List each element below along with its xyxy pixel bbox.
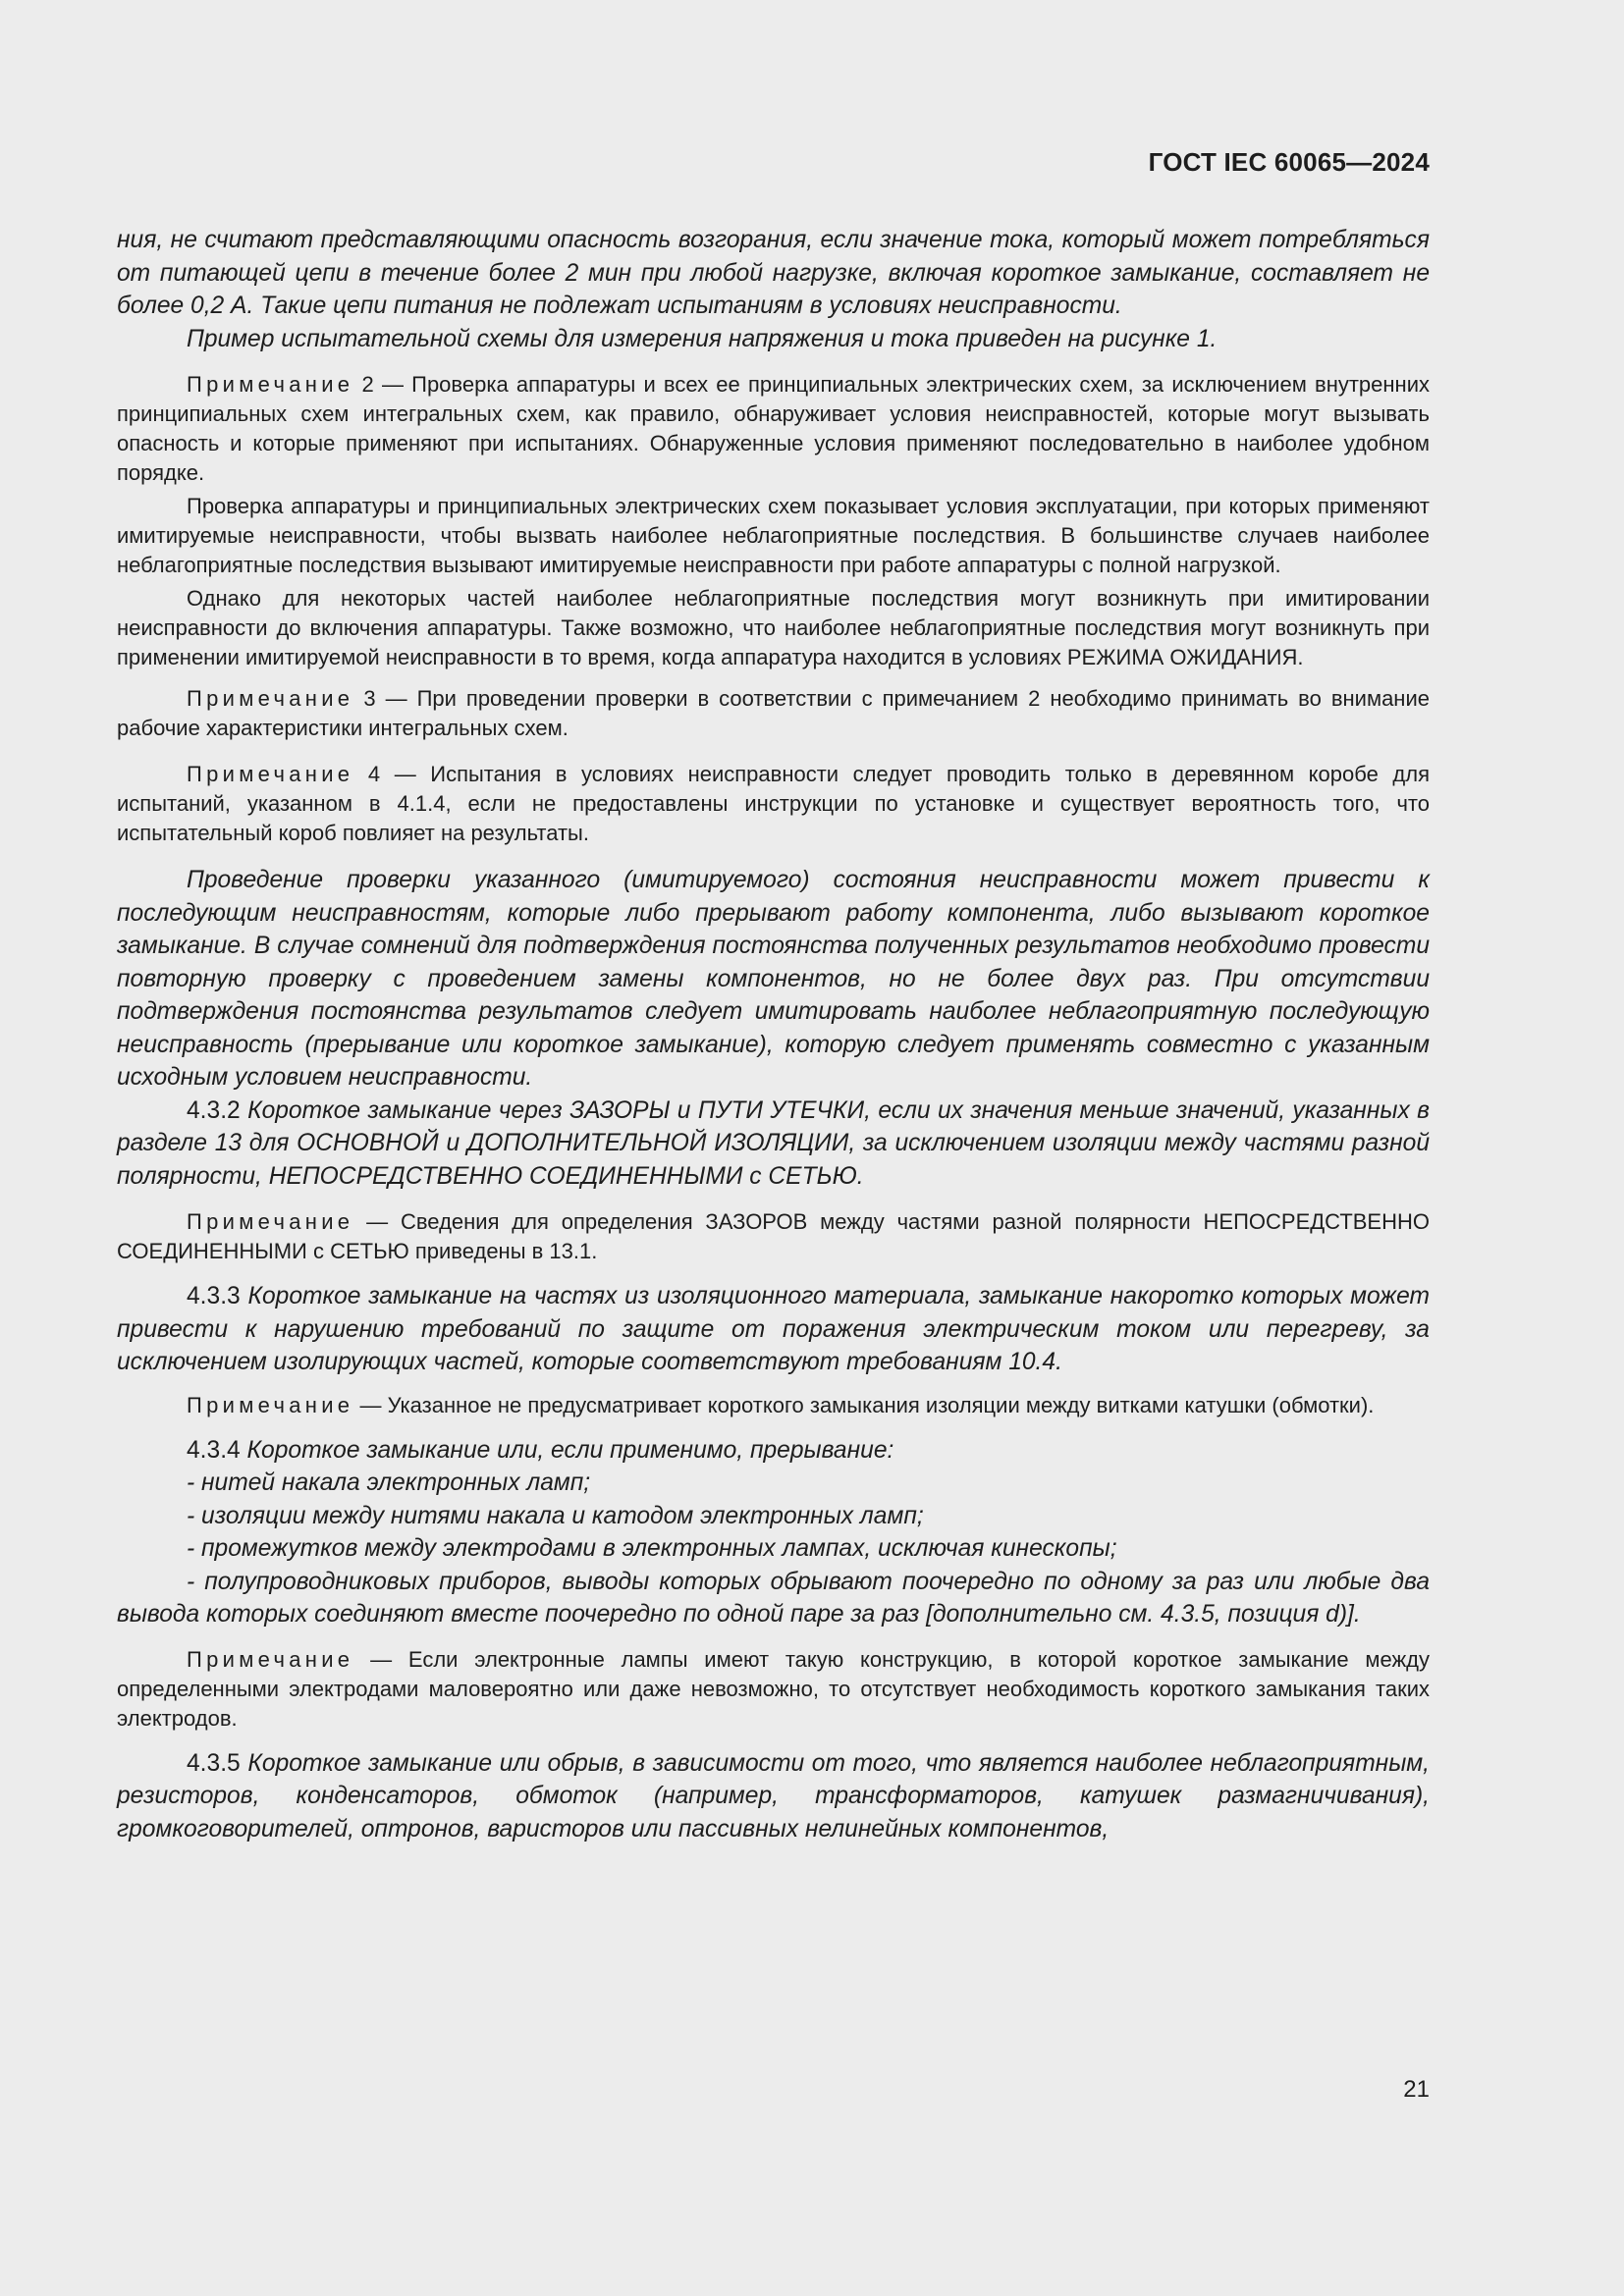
- note-text: — Если электронные лампы имеют такую конструкцию, в которой короткое замыкание между определенными электродами маловероятно или даже невозможно, то отсутствует необходимость короткого замыкания таких электродов.: [117, 1646, 1430, 1731]
- note-3: [117, 684, 1430, 743]
- note-2: [117, 370, 1430, 488]
- note-winding: [117, 1391, 1430, 1420]
- note-label: Примечание: [187, 1646, 354, 1672]
- section-text: Короткое замыкание или, если применимо, прерывание:: [240, 1436, 894, 1464]
- note-text: 2 — Проверка аппаратуры и всех ее принципиальных электрических схем, за исключением внутренних принципиальных схем интегральных схем, как правило, обнаруживает условия неисправностей, которые могут вызывать опасность и которые применяют при испытаниях. Обнаруженные условия применяют последовательно в наиболее удобном порядке.: [117, 372, 1430, 485]
- section-4-3-5: [117, 1747, 1430, 1846]
- list-item: - полупроводниковых приборов, выводы которых обрывают поочередно по одному за раз или любые два вывода которых соединяют вместе поочередно по одной паре за раз [дополнительно см. 4.3.5, позиция d)].: [117, 1568, 1430, 1628]
- note-text: — Сведения для определения ЗАЗОРОВ между частями разной полярности НЕПОСРЕДСТВЕННО СОЕДИНЕННЫМИ с СЕТЬЮ приведены в 13.1.: [117, 1209, 1430, 1263]
- page-number: 21: [1403, 2076, 1430, 2103]
- page-body: [117, 224, 1430, 1845]
- note-text: — Указанное не предусматривает короткого замыкания изоляции между витками катушки (обмотки).: [353, 1392, 1375, 1417]
- section-4-3-3: [117, 1280, 1430, 1379]
- note-4: [117, 760, 1430, 848]
- note-electron-tubes: [117, 1645, 1430, 1734]
- list-item: - нитей накала электронных ламп;: [187, 1469, 591, 1496]
- note-label: Примечание: [187, 1392, 354, 1417]
- section-text: Короткое замыкание через ЗАЗОРЫ и ПУТИ УТЕЧКИ, если их значения меньше значений, указанных в разделе 13 для ОСНОВНОЙ и ДОПОЛНИТЕЛЬНОЙ ИЗОЛЯЦИИ, за исключением изоляции между частями разной полярности, НЕПОСРЕДСТВЕННО СОЕДИНЕННЫМИ с СЕТЬЮ.: [117, 1096, 1430, 1190]
- section-text: Короткое замыкание или обрыв, в зависимости от того, что является наиболее неблагоприятным, резисторов, конденсаторов, обмоток (например, трансформаторов, катушек размагничивания), громкоговорителей, оптронов, варисторов или пассивных нелинейных компонентов,: [117, 1749, 1430, 1842]
- section-text: Короткое замыкание на частях из изоляционного материала, замыкание накоротко которых может привести к нарушению требований по защите от поражения электрическим током или перегреву, за исключением изолирующих частей, которые соответствуют требованиям 10.4.: [117, 1283, 1430, 1375]
- note-label: Примечание: [187, 762, 354, 786]
- note-text: 3 — При проведении проверки в соответствии с примечанием 2 необходимо принимать во внимание рабочие характеристики интегральных схем.: [117, 686, 1430, 740]
- paragraph-example: Пример испытательной схемы для измерения напряжения и тока приведен на рисунке 1.: [187, 325, 1218, 352]
- section-number: 4.3.3: [187, 1283, 241, 1309]
- list-item: - изоляции между нитями накала и катодом электронных ламп;: [187, 1502, 924, 1529]
- standard-header: ГОСТ IEC 60065—2024: [1148, 147, 1430, 177]
- section-4-3-4: [117, 1434, 1430, 1468]
- paragraph-continuation: ния, не считают представляющими опасность возгорания, если значение тока, который может потребляться от питающей цепи в течение более 2 мин при любой нагрузке, включая короткое замыкание, составляет не более 0,2 А. Такие цепи питания не подлежат испытаниям в условиях неисправности.: [117, 227, 1430, 319]
- list-item: - промежутков между электродами в электронных лампах, исключая кинескопы;: [187, 1535, 1117, 1562]
- note-label: Примечание: [187, 686, 354, 711]
- note-clearances: [117, 1207, 1430, 1266]
- note-label: Примечание: [187, 372, 354, 397]
- note-label: Примечание: [187, 1209, 354, 1234]
- section-4-3-2: [117, 1095, 1430, 1194]
- note-2-paragraph-b: Проверка аппаратуры и принципиальных электрических схем показывает условия эксплуатации, при которых применяют имитируемые неисправности, чтобы вызвать наиболее неблагоприятные последствия. В большинстве случаев наиболее неблагоприятные последствия вызывают имитируемые неисправности при работе аппаратуры с полной нагрузкой.: [117, 494, 1430, 577]
- note-2-paragraph-c: Однако для некоторых частей наиболее неблагоприятные последствия могут возникнуть при имитировании неисправности до включения аппаратуры. Также возможно, что наиболее неблагоприятные последствия могут возникнуть при применении имитируемой неисправности в то время, когда аппаратура находится в условиях РЕЖИМА ОЖИДАНИЯ.: [117, 586, 1430, 669]
- section-number: 4.3.5: [187, 1749, 241, 1777]
- paragraph-fault-check: Проведение проверки указанного (имитируемого) состояния неисправности может привести к последующим неисправностям, которые либо прерывают работу компонента, либо вызывают короткое замыкание. В случае сомнений для подтверждения постоянства полученных результатов необходимо провести повторную проверку с проведением замены компонентов, но не более двух раз. При отсутствии подтверждения постоянства результатов следует имитировать наиболее неблагоприятную последующую неисправность (прерывание или короткое замыкание), которую следует применять совместно с указанным исходным условием неисправности.: [117, 867, 1430, 1091]
- note-text: 4 — Испытания в условиях неисправности следует проводить только в деревянном коробе для испытаний, указанном в 4.1.4, если не предоставлены инструкции по установке и существует вероятность того, что испытательный короб повлияет на результаты.: [117, 762, 1430, 845]
- section-number: 4.3.2: [187, 1096, 241, 1124]
- section-number: 4.3.4: [187, 1436, 241, 1464]
